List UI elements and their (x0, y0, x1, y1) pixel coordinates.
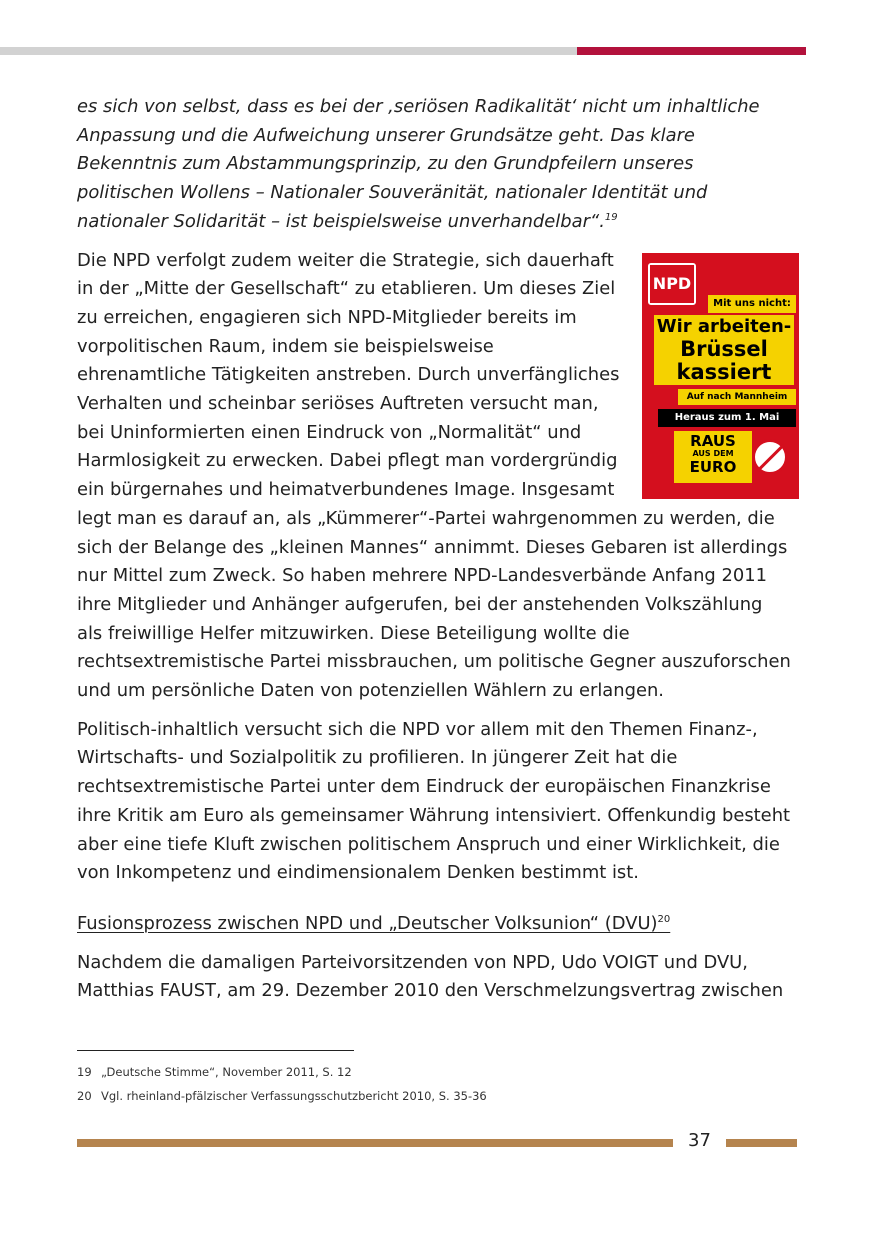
strategy-text: Die NPD verfolgt zudem weiter die Strategie, sich dauerhaft in der „Mitte der Gesellschaft“ zu etablieren. Um dieses Ziel zu erreichen, engagieren sich NPD-Mitglieder bereits im vorpolitischen Raum, indem sie beispielsweise ehrenamtliche Tätigkeiten anstreben. Durch unverfängliches Verhalten und scheinbar seriöses Auftreten versucht man, bei Uninformierten einen Eindruck von „Normalität“ und Harmlosigkeit zu erwecken. Dabei pflegt man vordergründig ein bürgernahes und heimatverbundenes Image. Insgesamt legt man es darauf an, als „Kümmerer“-Partei wahrgenommen zu werden, die sich der Belange des „kleinen Mannes“ annimmt. Dieses Gebaren ist allerdings nur Mittel zum Zweck. So haben mehrere NPD-Landesverbände Anfang 2011 ihre Mitglieder und Anhänger aufgerufen, bei der anstehenden Volkszählung als freiwillige Helfer mitzuwirken. Diese Beteiligung wollte die rechtsextremistische Partei missbrauchen, um politische Gegner auszuforschen und um persönliche Daten von potenziellen Wählern zu erlangen. (77, 249, 791, 702)
footnote-ref-19[interactable]: 19 (604, 211, 618, 223)
footnote-ref-20[interactable]: 20 (657, 914, 671, 926)
section-heading (77, 910, 793, 939)
no-euro-icon (752, 439, 788, 475)
paragraph-strategy (77, 247, 793, 706)
quote-text: es sich von selbst, dass es bei der ‚seriösen Radikalität‘ nicht um inhaltliche Anpassung und die Aufweichung unserer Grundsätze geht. Das klare Bekenntnis zum Abstammungsprinzip, zu den Grundpfeilern unseres politischen Wollens – Nationaler Souveränität, nationaler Identität und nationaler Solidarität – ist beispielsweise unverhandelbar“. (77, 96, 760, 232)
footnotes (77, 1060, 793, 1108)
paragraph-fusion: Nachdem die damaligen Parteivorsitzenden von NPD, Udo VOIGT und DVU, Matthias FAUST, am 29. Dezember 2010 den Verschmelzungsvertrag zwischen (77, 951, 784, 1002)
footnote-divider (77, 1050, 354, 1051)
poster-headline: Wir arbeiten- Brüssel kassiert (654, 315, 794, 385)
header-rule-grey (0, 47, 577, 55)
page-number: 37 (688, 1130, 711, 1151)
paragraph-policy: Politisch-inhaltlich versucht sich die NPD vor allem mit den Themen Finanz-, Wirtschafts- und Sozialpolitik zu profilieren. In jüngerer Zeit hat die rechtsextremistische Partei unter dem Eindruck der europäischen Finanzkrise ihre Kritik am Euro als gemeinsamer Währung intensiviert. Offenkundig besteht aber eine tiefe Kluft zwischen politischem Anspruch und einer Wirklichkeit, die von Inkompetenz und eindimensionalem Denken bestimmt ist. (77, 718, 791, 884)
poster-tagline: Mit uns nicht: (708, 295, 796, 313)
header-rule-red (577, 47, 806, 55)
npd-logo: NPD (648, 263, 696, 305)
npd-poster-image (642, 253, 799, 499)
footer-rule-left (77, 1139, 673, 1147)
quote-paragraph (77, 93, 793, 237)
footer-rule-right (726, 1139, 797, 1147)
page-body (77, 93, 793, 1016)
poster-date: Heraus zum 1. Mai (658, 409, 796, 427)
footnote-19: 19 „Deutsche Stimme“, November 2011, S. 12 (77, 1065, 352, 1079)
poster-raus-block: RAUS AUS DEM EURO (674, 431, 752, 483)
poster-subline: Auf nach Mannheim (678, 389, 796, 405)
footnote-20: 20 Vgl. rheinland-pfälzischer Verfassungsschutzbericht 2010, S. 35-36 (77, 1089, 487, 1103)
section-heading-text: Fusionsprozess zwischen NPD und „Deutscher Volksunion“ (DVU) (77, 912, 658, 934)
